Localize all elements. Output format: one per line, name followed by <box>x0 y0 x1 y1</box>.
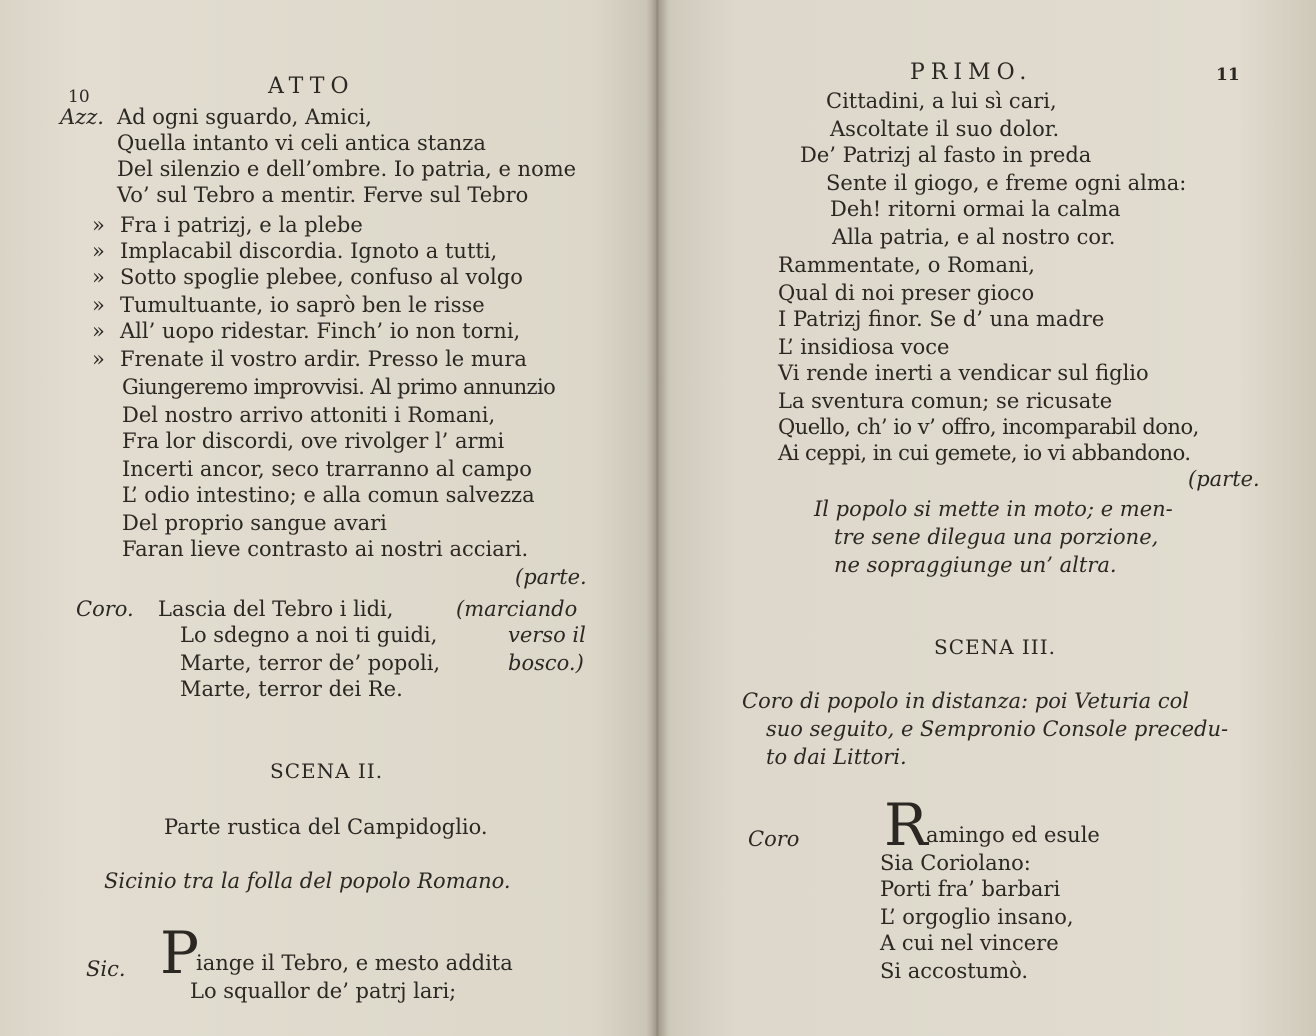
stage-note: (marciando <box>456 597 578 621</box>
verse-line: amingo ed esule <box>926 823 1100 847</box>
direction-line: to dai Littori. <box>766 745 907 769</box>
quote-marker: » <box>92 319 105 343</box>
scene-title: SCENA III. <box>934 635 1056 659</box>
verse-line: Sente il giogo, e freme ogni alma: <box>826 171 1187 195</box>
verse-line: L’ insidiosa voce <box>778 335 950 359</box>
verse-line: Implacabil discordia. Ignoto a tutti, <box>120 239 498 263</box>
stage-note: verso il <box>508 623 586 647</box>
verse-line: A cui nel vincere <box>880 931 1059 955</box>
verse-line: Lo squallor de’ patrj lari; <box>190 979 457 1003</box>
verse-line: Fra lor discordi, ove rivolger l’ armi <box>122 429 505 453</box>
verse-line: All’ uopo ridestar. Finch’ io non torni, <box>120 319 521 343</box>
verse-line: Alla patria, e al nostro cor. <box>832 225 1116 249</box>
speaker-label: Sic. <box>86 957 126 981</box>
quote-marker: » <box>92 347 105 371</box>
verse-line: Del nostro arrivo attoniti i Romani, <box>122 403 496 427</box>
verse-line: Tumultuante, io saprò ben le risse <box>120 293 485 317</box>
verse-line: Quello, ch’ io v’ offro, incomparabil dono, <box>778 415 1199 439</box>
verse-line: Cittadini, a lui sì cari, <box>826 89 1057 113</box>
verse-line: De’ Patrizj al fasto in preda <box>800 143 1092 167</box>
page-number: 11 <box>1216 65 1240 85</box>
exit-note: (parte. <box>515 565 587 589</box>
direction-line: Il popolo si mette in moto; e men- <box>814 497 1173 521</box>
running-head: PRIMO. <box>910 60 1033 85</box>
speaker-label: Coro. <box>76 597 134 621</box>
verse-line: Porti fra’ barbari <box>880 877 1061 901</box>
stage-note: bosco.) <box>508 651 584 675</box>
speaker-label: Azz. <box>60 105 104 129</box>
verse-line: Frenate il vostro ardir. Presso le mura <box>120 347 527 371</box>
drop-cap: P <box>160 919 200 987</box>
speaker-label: Coro <box>748 827 800 851</box>
verse-line: Si accostumò. <box>880 959 1029 983</box>
verse-line: Ad ogni sguardo, Amici, <box>117 105 372 129</box>
direction-line: ne sopraggiunge un’ altra. <box>834 553 1117 577</box>
verse-line: Giungeremo improvvisi. Al primo annunzio <box>122 375 556 399</box>
verse-line: Faran lieve contrasto ai nostri acciari. <box>122 537 529 561</box>
verse-line: Vo’ sul Tebro a mentir. Ferve sul Tebro <box>117 183 529 207</box>
verse-line: Del silenzio e dell’ombre. Io patria, e nome <box>117 157 577 181</box>
page-number: 10 <box>68 87 90 107</box>
direction-line: suo seguito, e Sempronio Console precedu- <box>766 717 1229 741</box>
verse-line: L’ orgoglio insano, <box>880 905 1074 929</box>
verse-line: Rammentate, o Romani, <box>778 253 1035 277</box>
verse-line: Ascoltate il suo dolor. <box>830 117 1060 141</box>
verse-line: I Patrizj finor. Se d’ una madre <box>778 307 1105 331</box>
verse-line: Sia Coriolano: <box>880 851 1031 875</box>
quote-marker: » <box>92 265 105 289</box>
verse-line: Fra i patrizj, e la plebe <box>120 213 363 237</box>
running-head: ATTO <box>268 74 355 99</box>
verse-line: Sotto spoglie plebee, confuso al volgo <box>120 265 523 289</box>
right-page <box>658 0 1316 1036</box>
verse-line: Quella intanto vi celi antica stanza <box>117 131 486 155</box>
verse-line: Lascia del Tebro i lidi, <box>158 597 394 621</box>
quote-marker: » <box>92 213 105 237</box>
verse-line: L’ odio intestino; e alla comun salvezza <box>122 483 535 507</box>
drop-cap: R <box>884 791 928 859</box>
stage-direction: Sicinio tra la folla del popolo Romano. <box>104 869 511 893</box>
verse-line: Marte, terror de’ popoli, <box>180 651 441 675</box>
direction-line: tre sene dilegua una porzione, <box>834 525 1159 549</box>
quote-marker: » <box>92 239 105 263</box>
verse-line: Marte, terror dei Re. <box>180 677 403 701</box>
verse-line: Ai ceppi, in cui gemete, io vi abbandono. <box>778 441 1191 465</box>
scene-setting: Parte rustica del Campidoglio. <box>164 815 488 839</box>
verse-line: Incerti ancor, seco trarranno al campo <box>122 457 532 481</box>
verse-line: Del proprio sangue avari <box>122 511 387 535</box>
verse-line: iange il Tebro, e mesto addita <box>196 951 513 975</box>
verse-line: Deh! ritorni ormai la calma <box>830 197 1121 221</box>
verse-line: Qual di noi preser gioco <box>778 281 1035 305</box>
verse-line: Vi rende inerti a vendicar sul figlio <box>778 361 1149 385</box>
left-page <box>0 0 656 1036</box>
exit-note: (parte. <box>1188 467 1260 491</box>
verse-line: La sventura comun; se ricusate <box>778 389 1113 413</box>
verse-line: Lo sdegno a noi ti guidi, <box>180 623 438 647</box>
direction-line: Coro di popolo in distanza: poi Veturia col <box>742 689 1189 713</box>
scene-title: SCENA II. <box>270 759 384 783</box>
quote-marker: » <box>92 293 105 317</box>
